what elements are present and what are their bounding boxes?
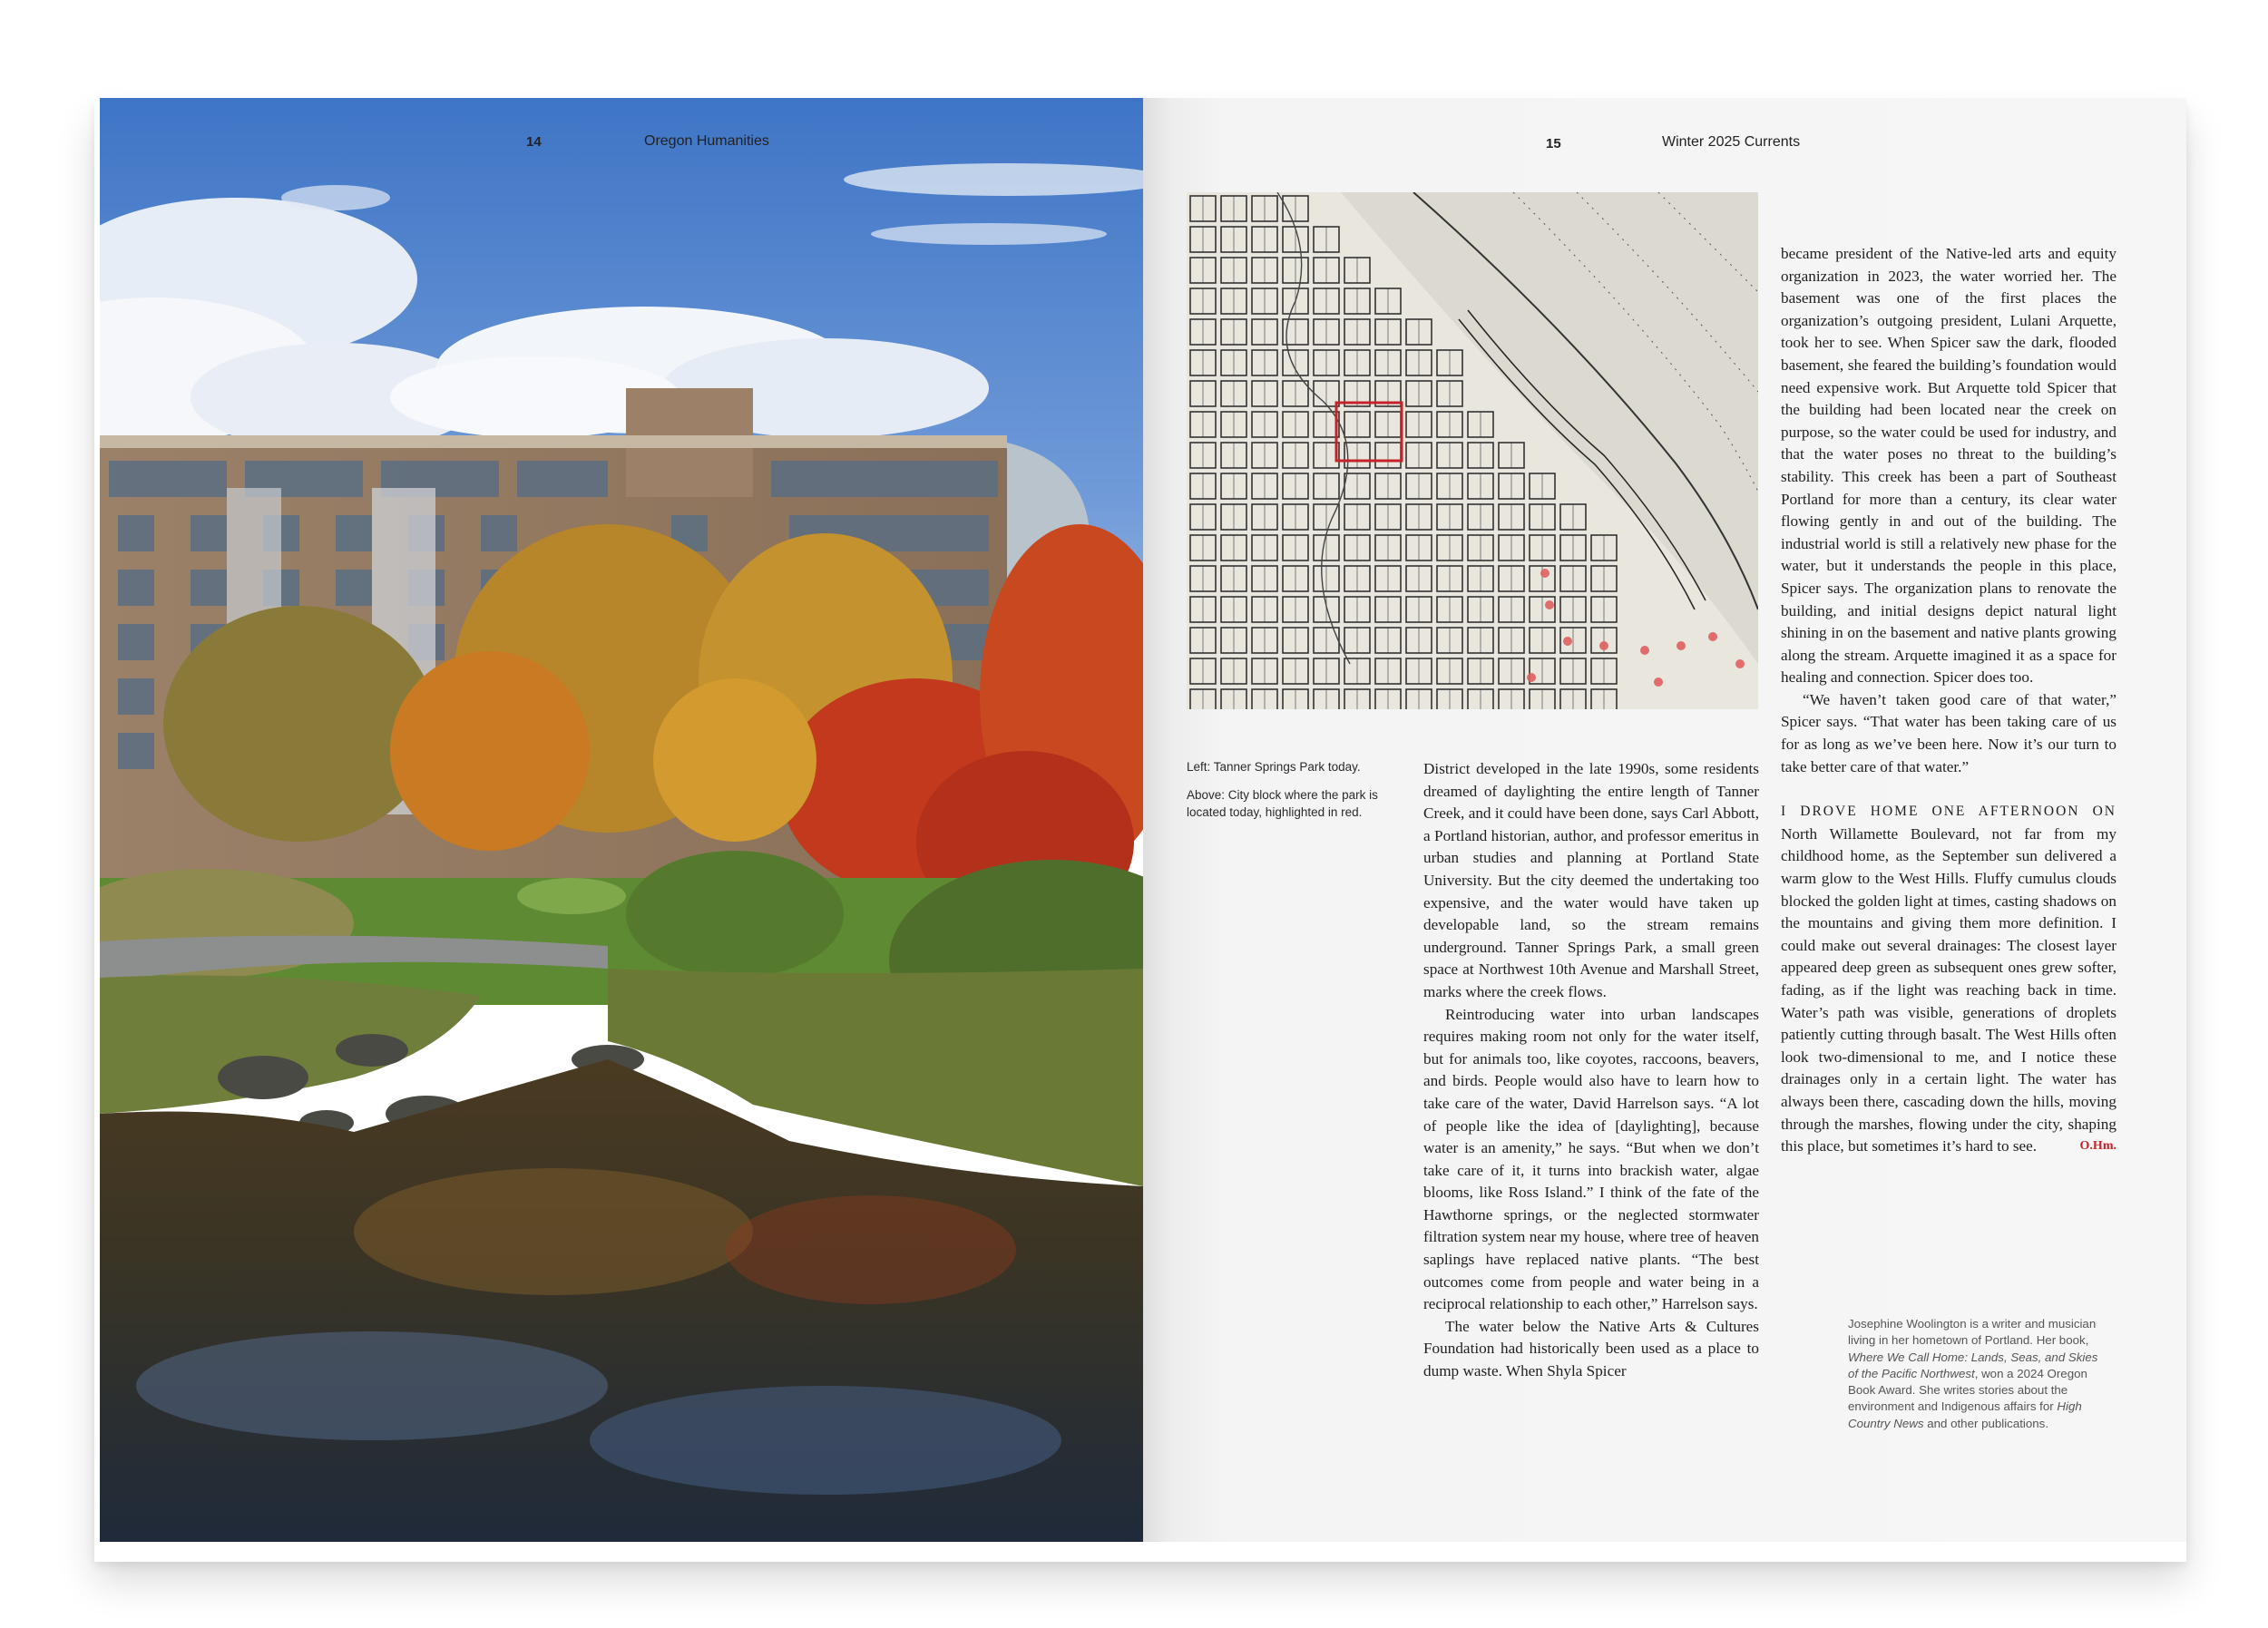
caption-above: Above: City block where the park is located today, highlighted in red. bbox=[1187, 788, 1378, 819]
left-running-head: Oregon Humanities bbox=[644, 133, 769, 149]
paragraph: “We haven’t taken good care of that water,” Spicer says. “That water has been taking care of us for as long as we’ve been here. Now it’s our turn to take better care of that water.” bbox=[1781, 690, 2116, 775]
paragraph: The water below the Native Arts & Cultures Foundation had historically been used as a place to dump waste. When Shyla Spicer bbox=[1423, 1317, 1759, 1380]
left-page bbox=[100, 98, 1143, 1542]
paragraph: became president of the Native-led arts and equity organization in 2023, the water worried her. The basement was one of the first places the organization’s outgoing president, Lulani Arquette, took her to see. When Spicer saw the dark, flooded basement, she feared the building’s foundation would need expensive work. But Arquette told Spicer that the building had been located near the creek on purpose, so the water could be used for industry, and that the water poses no threat to the building’s stability. This creek has been a part of Southeast Portland for more than a century, its clear water flowing gently in and out of the building. The industrial world is still a relatively new phase for the water, but it understands the people in this place, Spicer says. The organization plans to renovate the building, and initial designs depict natural light shining in on the basement and native plants growing along the stream. Arquette imagined it as a space for healing and connection. Spicer does too. bbox=[1781, 245, 2116, 687]
article-column-1 bbox=[1423, 758, 1759, 1383]
paragraph: District developed in the late 1990s, some residents dreamed of daylighting the entire length of Tanner Creek, and it could have been done, says Carl Abbott, a Portland historian, author, and professor emeritus in urban studies and planning at Portland State University. But the city deemed the undertaking too expensive, and the water would have taken up developable land, so the stream remains underground. Tanner Springs Park, a small green space at Northwest 10th Avenue and Marshall Street, marks where the creek flows. bbox=[1423, 760, 1759, 1000]
section-text: North Willamette Boulevard, not far from my childhood home, as the September sun delivered a warm glow to the West Hills. Fluffy cumulus clouds blocked the golden light at times, casting shadows on the mountains and giving them more definition. I could make out several drainages: The closest layer appeared deep green as subsequent ones grew softer, fading, as if the light was reaching back in time. Water’s path was visible, generations of droplets patiently cutting through basalt. The West Hills often look two-dimensional to me, and I notice these drainages only in a certain light. The water has always been there, cascading down the hills, moving through the marshes, flowing under the city, shaping this place, but sometimes it’s hard to see. bbox=[1781, 824, 2116, 1155]
left-folio: 14 bbox=[526, 134, 542, 150]
section-paragraph bbox=[1781, 800, 2116, 1158]
author-bio bbox=[1848, 1316, 2111, 1432]
publication-name: High Country News bbox=[1848, 1399, 2082, 1430]
section-lead: I DROVE HOME ONE AFTERNOON ON bbox=[1781, 804, 2116, 820]
bio-text: and other publications. bbox=[1923, 1416, 2049, 1430]
bio-text: Josephine Woolington is a writer and musician living in her hometown of Portland. Her book, bbox=[1848, 1317, 2097, 1348]
bio-text: , won a 2024 Oregon Book Award. She writes stories about the environment and Indigenous affairs for bbox=[1848, 1366, 2087, 1414]
park-photo bbox=[100, 98, 1143, 1542]
map-drawing bbox=[1187, 192, 1758, 709]
right-folio: 15 bbox=[1546, 136, 1561, 151]
paragraph: Reintroducing water into urban landscapes requires making room not only for the water itself, but for animals too, like coyotes, raccoons, beavers, and birds. People would also have to learn how to take care of the water, David Harrelson says. “A lot of people like the idea of [daylighting], because water is an amenity,” he says. “But when we don’t take care of it, it turns into brackish water, algae blooms, like Ross Island.” I think of the fate of the Hawthorne springs, or the neglected stormwater filtration system near my house, where tree of heaven saplings have replaced native plants. “The best outcomes come from people and water being in a reciprocal relationship to each other,” Harrelson says. bbox=[1423, 1005, 1759, 1313]
right-running-head: Winter 2025 Currents bbox=[1662, 134, 1801, 150]
article-column-2 bbox=[1781, 243, 2116, 1158]
book-title: Where We Call Home: Lands, Seas, and Skies of the Pacific Northwest bbox=[1848, 1350, 2098, 1380]
caption-left: Left: Tanner Springs Park today. bbox=[1187, 760, 1361, 774]
historic-map bbox=[1187, 192, 1758, 709]
end-mark: O.Hm. bbox=[2079, 1139, 2116, 1154]
right-page bbox=[1143, 98, 2186, 1542]
photo-captions bbox=[1187, 758, 1404, 832]
